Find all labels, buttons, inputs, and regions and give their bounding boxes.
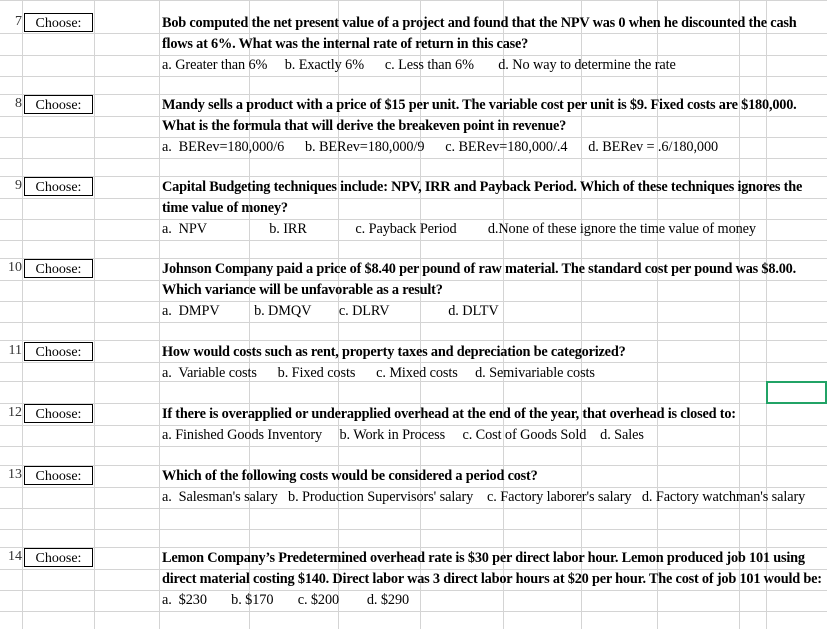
answer-options: a. Greater than 6% b. Exactly 6% c. Less than 6% d. No way to determine the rate <box>162 57 676 73</box>
question-text: Which of the following costs would be considered a period cost? <box>162 468 538 484</box>
answer-dropdown[interactable]: Choose: <box>24 342 93 361</box>
answer-dropdown[interactable]: Choose: <box>24 466 93 485</box>
question-block <box>162 548 824 611</box>
answer-dropdown[interactable]: Choose: <box>24 95 93 114</box>
question-block <box>162 259 824 322</box>
question-block <box>162 466 824 508</box>
row-number: 9 <box>15 178 22 193</box>
answer-dropdown[interactable]: Choose: <box>24 404 93 423</box>
answer-dropdown[interactable]: Choose: <box>24 177 93 196</box>
grid-row-line <box>0 340 827 341</box>
question-text: Mandy sells a product with a price of $15 per unit. The variable cost per unit is $9. Fixed costs are $180,000. What is the formula that will derive the breakeven point in revenue? <box>162 97 797 134</box>
grid-row-line <box>0 611 827 612</box>
question-block <box>162 13 824 76</box>
grid-row-line <box>0 0 827 1</box>
grid-row-line <box>0 508 827 509</box>
answer-options: a. BERev=180,000/6 b. BERev=180,000/9 c. BERev=180,000/.4 d. BERev = .6/180,000 <box>162 139 719 155</box>
selected-cell[interactable] <box>766 381 827 404</box>
answer-options: a. DMPV b. DMQV c. DLRV d. DLTV <box>162 303 499 319</box>
answer-dropdown[interactable]: Choose: <box>24 13 93 32</box>
row-number: 7 <box>15 14 22 29</box>
grid-row-line <box>0 76 827 77</box>
grid-row-line <box>0 322 827 323</box>
question-block <box>162 404 824 446</box>
question-text: Capital Budgeting techniques include: NPV, IRR and Payback Period. Which of these techniques ignores the time value of money? <box>162 179 803 216</box>
row-number: 8 <box>15 96 22 111</box>
question-text: Johnson Company paid a price of $8.40 per pound of raw material. The standard cost per pound was $8.00. Which variance will be unfavorable as a result? <box>162 261 796 298</box>
row-number: 11 <box>8 343 22 358</box>
row-number: 12 <box>8 405 22 420</box>
row-number: 13 <box>8 467 22 482</box>
question-text: If there is overapplied or underapplied overhead at the end of the year, that overhead is closed to: <box>162 406 736 422</box>
answer-options: a. Variable costs b. Fixed costs c. Mixed costs d. Semivariable costs <box>162 365 595 381</box>
grid-row-line <box>0 529 827 530</box>
question-block <box>162 342 824 384</box>
question-text: How would costs such as rent, property taxes and depreciation be categorized? <box>162 344 626 360</box>
question-text: Bob computed the net present value of a project and found that the NPV was 0 when he discounted the cash flows at 6%. What was the internal rate of return in this case? <box>162 15 797 52</box>
question-text: Lemon Company’s Predetermined overhead rate is $30 per direct labor hour. Lemon produced job 101 using direct material costing $140. Direct labor was 3 direct labor hours at $20 per hour. The cost of job 101 would be: <box>162 550 822 587</box>
grid-row-line <box>0 446 827 447</box>
answer-options: a. $230 b. $170 c. $200 d. $290 <box>162 592 410 608</box>
question-block <box>162 95 824 158</box>
row-number: 10 <box>8 260 22 275</box>
grid-row-line <box>0 158 827 159</box>
answer-options: a. NPV b. IRR c. Payback Period d.None of these ignore the time value of money <box>162 221 756 237</box>
question-block <box>162 177 824 240</box>
answer-options: a. Finished Goods Inventory b. Work in Process c. Cost of Goods Sold d. Sales <box>162 427 644 443</box>
grid-row-line <box>0 240 827 241</box>
answer-options: a. Salesman's salary b. Production Supervisors' salary c. Factory laborer's salary d. Factory watchman's salary <box>162 489 806 505</box>
row-number: 14 <box>8 549 22 564</box>
answer-dropdown[interactable]: Choose: <box>24 259 93 278</box>
answer-dropdown[interactable]: Choose: <box>24 548 93 567</box>
